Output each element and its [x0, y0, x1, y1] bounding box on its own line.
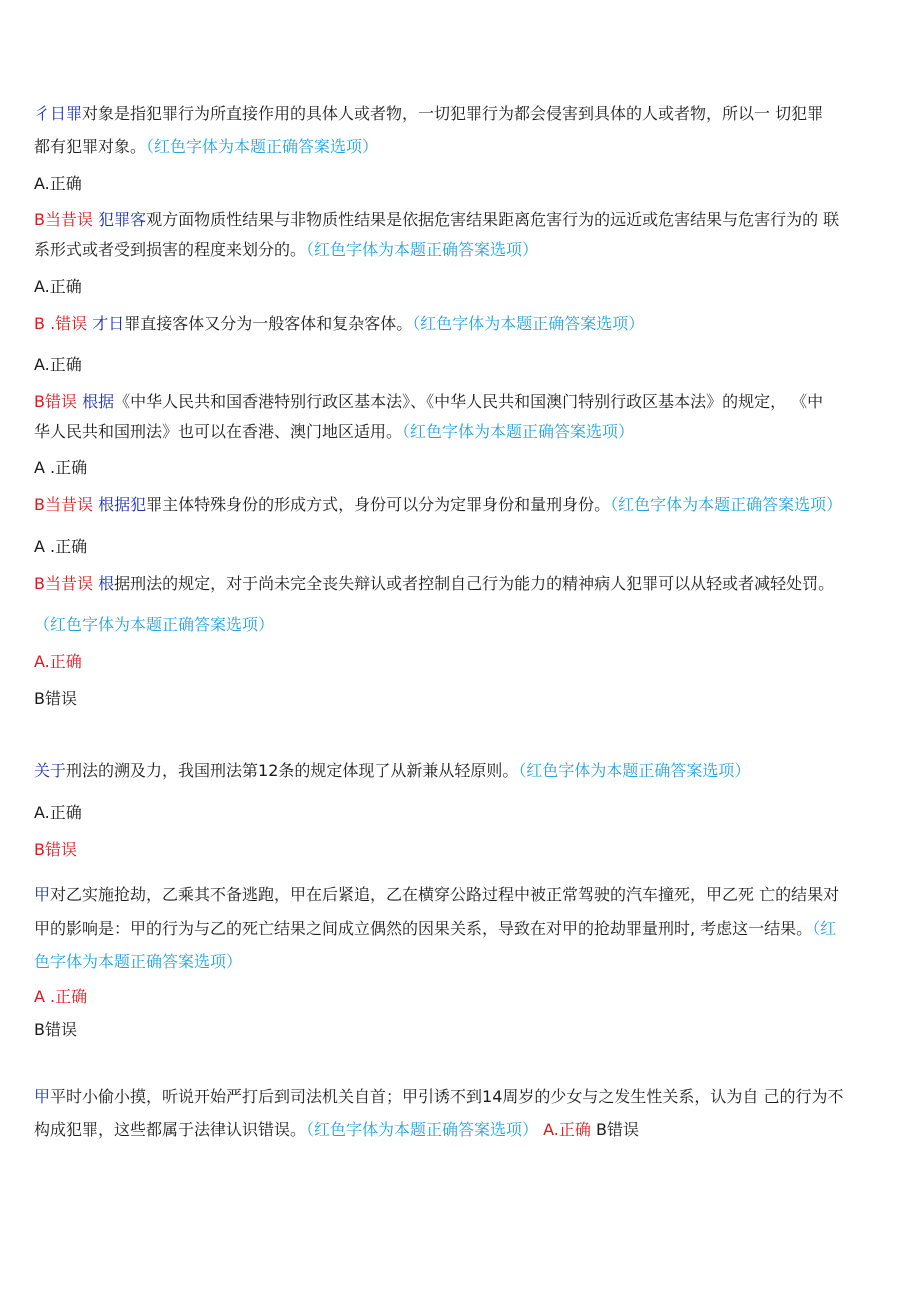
answer-hint: （红色字体为本题正确答案选项）	[146, 137, 379, 156]
option-a: A.正确	[34, 803, 82, 822]
answer-hint: （红色字体为本题正确答案选项）	[306, 1120, 539, 1139]
question-text: 刑法的溯及力，我国刑法第12条的规定体现了从新兼从轻原则。	[66, 761, 519, 780]
question-4-line-1	[34, 385, 894, 419]
question-8-line-3	[34, 945, 894, 979]
question-text: 对乙实施抢劫，乙乘其不备逃跑，甲在后紧追，乙在横穿公路过程中被正常驾驶的汽车撞死，甲乙死 亡的结果对	[50, 885, 840, 904]
correct-answer: B当昔误	[34, 210, 93, 229]
question-7-option-b	[34, 833, 894, 867]
option-a: A.正确	[34, 355, 82, 374]
option-b: B错误	[595, 1120, 639, 1139]
question-9-line-2	[34, 1113, 894, 1147]
answer-hint: （红色字体为本题正确答案选项）	[610, 495, 843, 514]
question-6-line-2	[34, 608, 894, 642]
question-text: 对象是指犯罪行为所直接作用的具体人或者物，一切犯罪行为都会侵害到具体的人或者物，所以一 切犯罪	[82, 104, 824, 123]
question-text: 华人民共和国刑法》也可以在香港、澳门地区适用。	[34, 422, 403, 441]
option-a: A.正确	[34, 277, 82, 296]
question-text: 罪主体特殊身份的形成方式，身份可以分为定罪身份和量刑身份。	[146, 495, 611, 514]
answer-hint: （红色字体为本题正确答案选项）	[34, 615, 275, 634]
answer-hint: 色字体为本题正确答案选项）	[34, 952, 243, 971]
option-b: B错误	[34, 689, 77, 708]
question-4-line-2	[34, 415, 894, 449]
question-3-option-a	[34, 348, 894, 382]
question-lead: 甲	[34, 885, 51, 904]
question-lead: 才日	[92, 314, 125, 333]
question-9-line-1	[34, 1080, 894, 1114]
question-2-line-1	[34, 203, 894, 237]
correct-answer: B当昔误	[34, 574, 93, 593]
question-text: 都有犯罪对象。	[34, 137, 147, 156]
answer-hint: （红色字体为本题正确答案选项）	[402, 422, 635, 441]
option-a-correct: A .正确	[34, 987, 88, 1006]
question-lead: 根据	[82, 392, 115, 411]
question-text: 构成犯罪，这些都属于法律认识错误。	[34, 1120, 307, 1139]
question-5-line-1	[34, 488, 894, 522]
question-lead: 彳日罪	[34, 104, 83, 123]
question-8-line-1	[34, 878, 894, 912]
question-text: 据刑法的规定，对于尚未完全丧失辩认或者控制自己行为能力的精神病人犯罪可以从轻或者减轻处罚。	[114, 574, 835, 593]
question-lead: 根	[98, 574, 115, 593]
option-a-correct: A.正确	[34, 652, 82, 671]
question-5-option-a	[34, 530, 894, 564]
question-1-line-2	[34, 130, 894, 164]
option-b: B错误	[34, 1020, 77, 1039]
correct-answer: B当昔误	[34, 495, 93, 514]
question-7-line-1	[34, 754, 894, 788]
question-1-option-a	[34, 167, 894, 201]
question-8-option-b	[34, 1013, 894, 1047]
question-3-line-1	[34, 307, 894, 341]
question-6-line-1	[34, 567, 894, 601]
answer-hint: （红色字体为本题正确答案选项）	[518, 761, 751, 780]
correct-answer: B错误	[34, 392, 77, 411]
question-text: 《中华人民共和国香港特别行政区基本法》、《中华人民共和国澳门特别行政区基本法》的规定， 《中	[114, 392, 824, 411]
question-lead: 犯罪客	[98, 210, 147, 229]
question-1-line-1	[34, 97, 894, 131]
answer-hint: （红色字体为本题正确答案选项）	[306, 240, 539, 259]
question-text: 甲的影响是：甲的行为与乙的死亡结果之间成立偶然的因果关系，导致在对甲的抢劫罪量刑时, 考虑这一结果。	[34, 919, 813, 938]
option-b-correct: B错误	[34, 840, 77, 859]
question-lead: 关于	[34, 761, 67, 780]
option-a-correct: A.正确	[543, 1120, 591, 1139]
question-text: 观方面物质性结果与非物质性结果是依据危害结果距离危害行为的远近或危害结果与危害行为的 联	[146, 210, 840, 229]
question-text: 系形式或者受到损害的程度来划分的。	[34, 240, 307, 259]
question-8-option-a	[34, 980, 894, 1014]
question-lead: 甲	[34, 1087, 51, 1106]
question-6-option-b	[34, 682, 894, 716]
question-8-line-2	[34, 912, 894, 946]
question-text: 平时小偷小摸，听说开始严打后到司法机关自首；甲引诱不到14周岁的少女与之发生性关系，认为自 己的行为不	[50, 1087, 844, 1106]
question-6-option-a	[34, 645, 894, 679]
answer-hint: （红	[812, 919, 837, 938]
option-a: A .正确	[34, 537, 88, 556]
question-2-line-2	[34, 233, 894, 267]
question-4-option-a	[34, 451, 894, 485]
option-a: A.正确	[34, 174, 82, 193]
question-text: 罪直接客体又分为一般客体和复杂客体。	[124, 314, 413, 333]
question-2-option-a	[34, 270, 894, 304]
question-7-option-a	[34, 796, 894, 830]
correct-answer: B .错误	[34, 314, 88, 333]
question-lead: 根据犯	[98, 495, 147, 514]
option-a: A .正确	[34, 458, 88, 477]
answer-hint: （红色字体为本题正确答案选项）	[412, 314, 645, 333]
